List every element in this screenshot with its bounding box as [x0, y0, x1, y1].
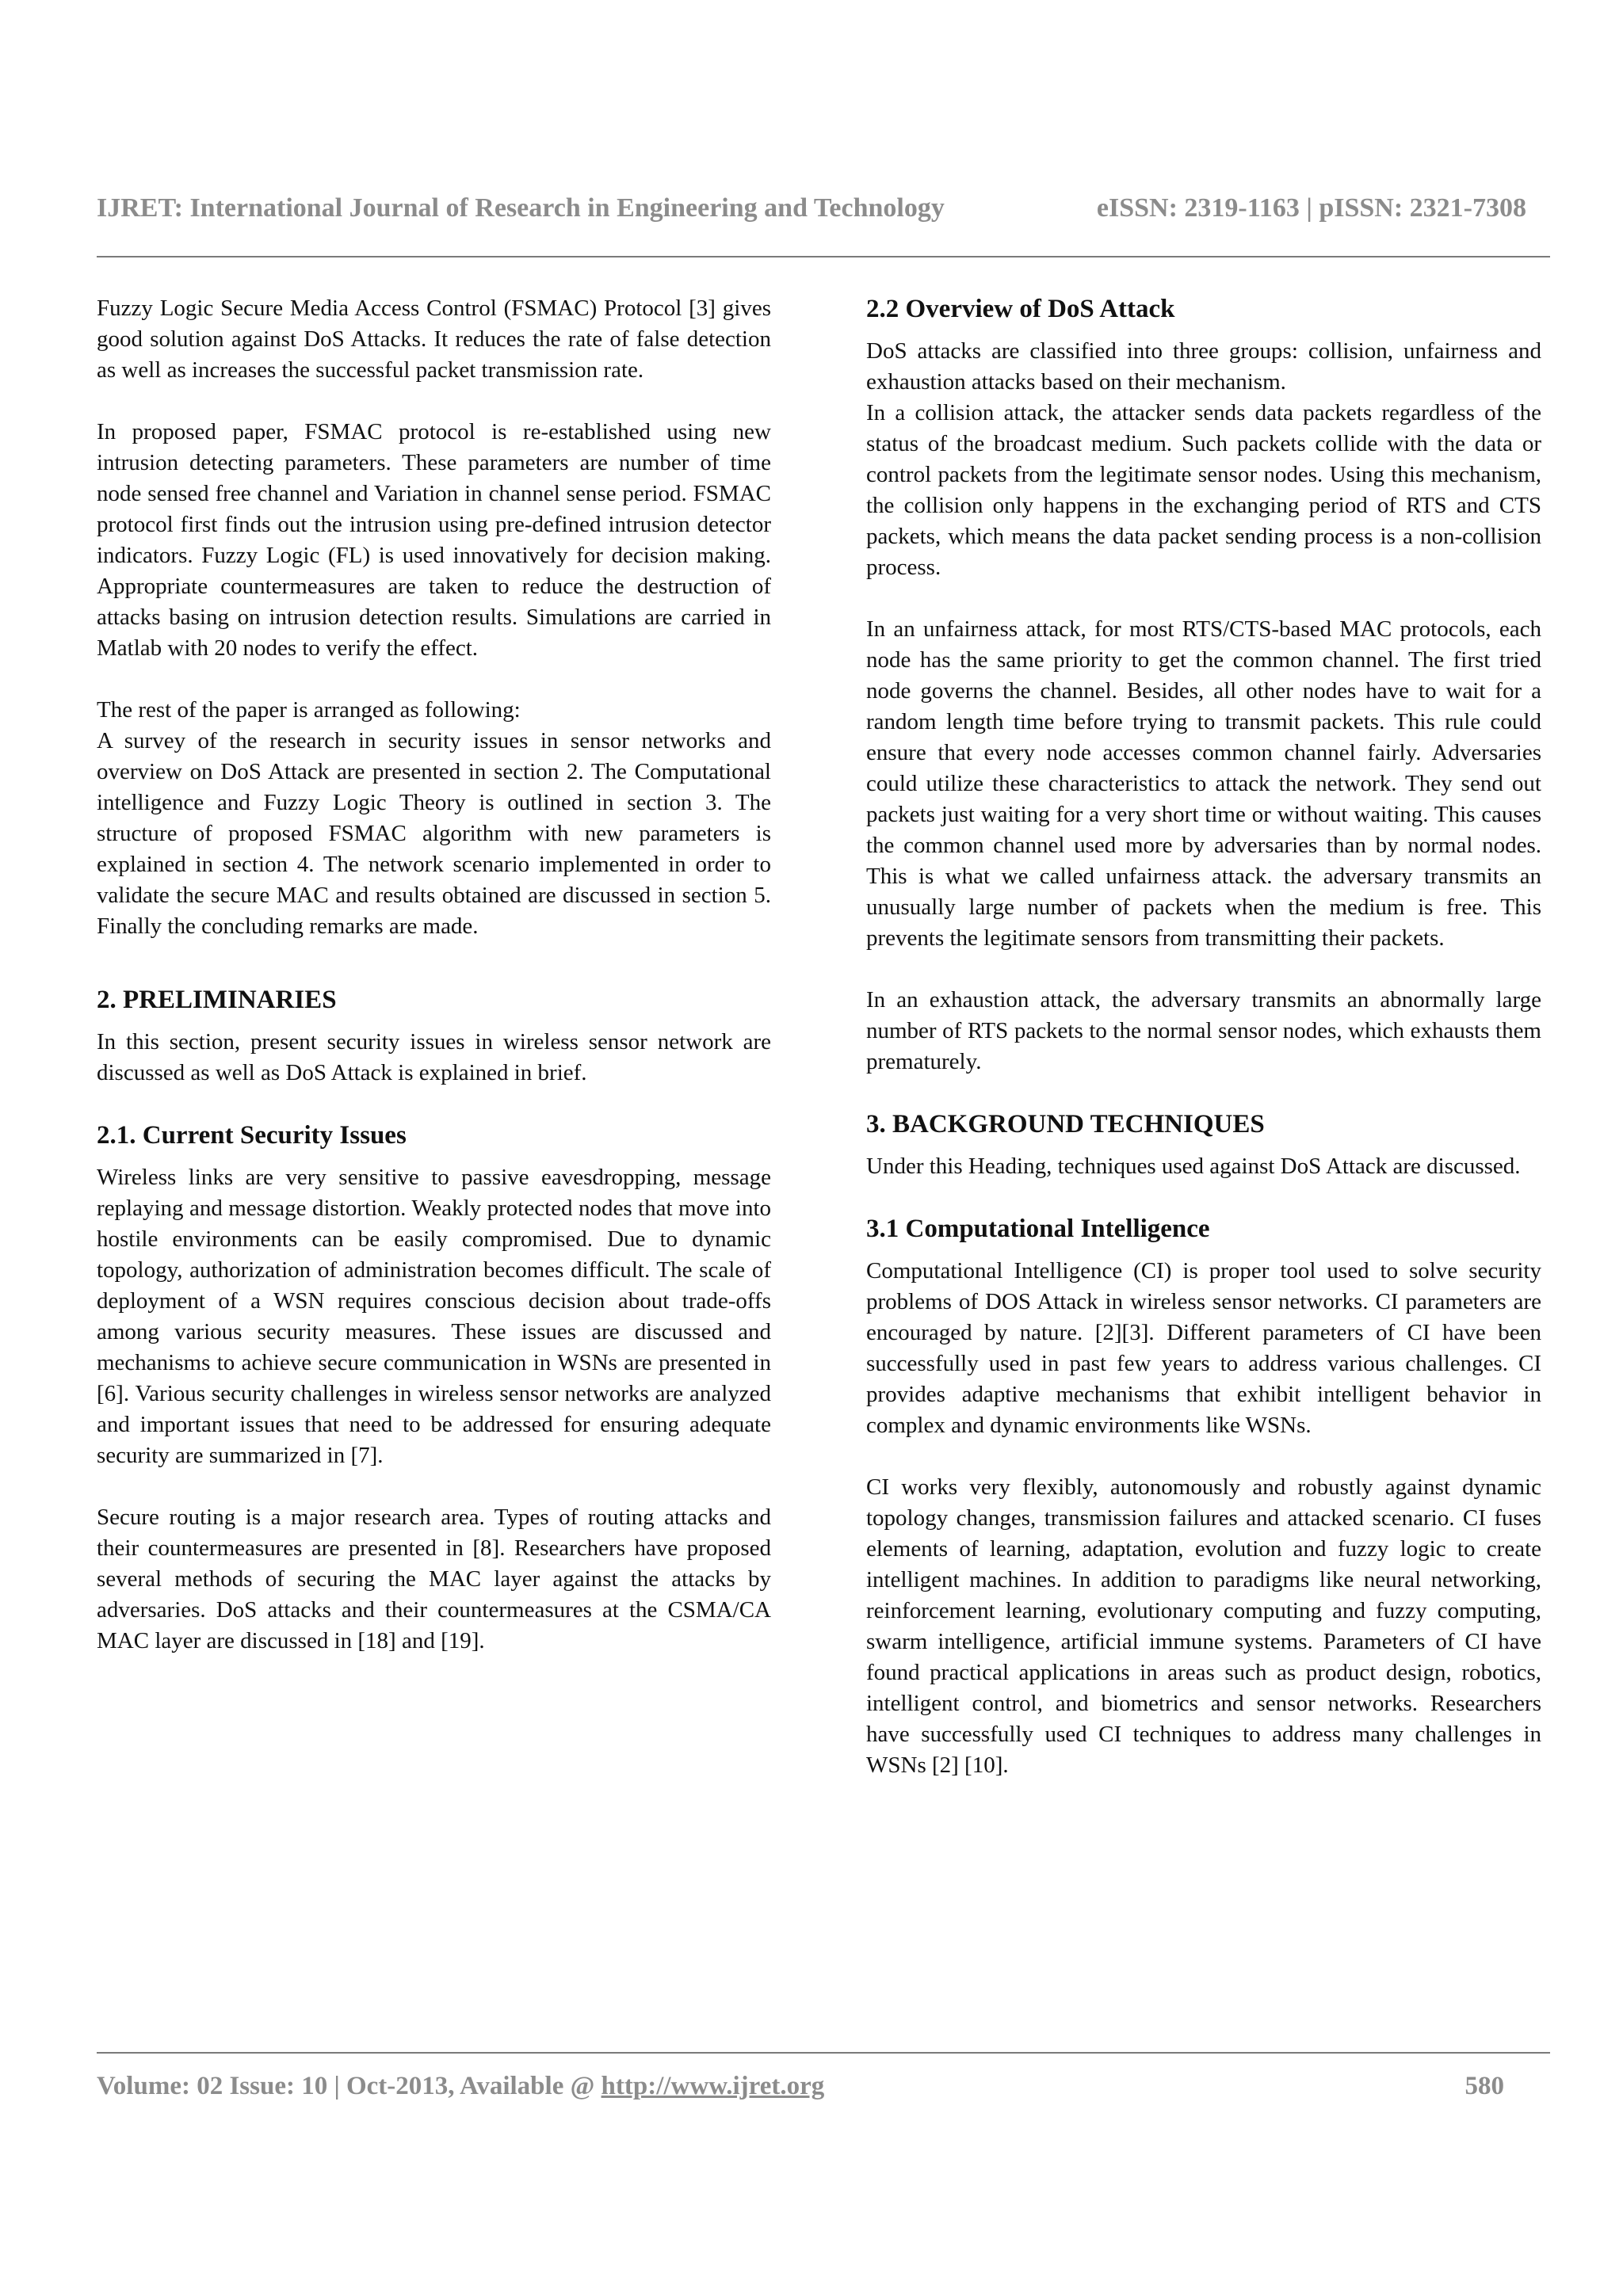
running-footer — [97, 2072, 1504, 2101]
paragraph: Computational Intelligence (CI) is proper tool used to solve security problems of DOS Attack in wireless sensor networks. CI parameters are encouraged by nature. [2][3]. Different parameters of CI have been successfully used in past few years to address various challenges. CI provides adaptive mechanisms that exhibit intelligent behavior in complex and dynamic environments like WSNs. — [866, 1258, 1541, 1438]
paragraph: CI works very flexibly, autonomously and robustly against dynamic topology changes, transmission failures and attacked scenario. CI fuses elements of learning, adaptation, evolution and fuzzy logic to create intelligent machines. In addition to paradigms like neural networking, reinforcement learning, evolutionary computing and fuzzy computing, swarm intelligence, artificial immune systems. Parameters of CI have found practical applications in areas such as product design, robotics, intelligent control, and biometrics and sensor networks. Researchers have successfully used CI techniques to address many challenges in WSNs [2] [10]. — [866, 1474, 1541, 1778]
paragraph: DoS attacks are classified into three groups: collision, unfairness and exhaustion attacks based on their mechanism. — [866, 338, 1541, 395]
subsection-heading-security-issues: 2.1. Current Security Issues — [97, 1121, 407, 1150]
left-column — [97, 293, 771, 1688]
paragraph: Secure routing is a major research area. Types of routing attacks and their countermeasures are presented in [8]. Researchers have proposed several methods of securing the MAC layer against the attacks by adversaries. DoS attacks and their countermeasures at the CSMA/CA MAC layer are discussed in [18] and [19]. — [97, 1505, 771, 1653]
journal-link[interactable]: http://www.ijret.org — [601, 2072, 825, 2100]
paragraph: A survey of the research in security issues in sensor networks and overview on DoS Attack are presented in section 2. The Computational intelligence and Fuzzy Logic Theory is outlined in section 3. The structure of proposed FSMAC algorithm with new parameters is explained in section 4. The network scenario implemented in order to validate the secure MAC and results obtained are discussed in section 5. Finally the concluding remarks are made. — [97, 728, 771, 939]
page-number: 580 — [1465, 2072, 1504, 2100]
volume-text: Volume: 02 Issue: 10 | Oct-2013, Available @ — [97, 2072, 601, 2100]
paragraph: In this section, present security issues in wireless sensor network are discussed as well as DoS Attack is explained in brief. — [97, 1029, 771, 1085]
paragraph: Fuzzy Logic Secure Media Access Control (FSMAC) Protocol [3] gives good solution against DoS Attacks. It reduces the rate of false detection as well as increases the successful packet transmission rate. — [97, 296, 771, 383]
paragraph: In an unfairness attack, for most RTS/CTS-based MAC protocols, each node has the same priority to get the common channel. The first tried node governs the channel. Besides, all other nodes have to wait for a random length time before trying to transmit packets. This rule could ensure that every node accesses common channel fairly. Adversaries could utilize these characteristics to attack the network. They send out packets just waiting for a very short time or without waiting. This causes the common channel used more by adversaries than by normal nodes. This is what we called unfairness attack. the adversary transmits an unusually large number of packets when the medium is free. This prevents the legitimate sensors from transmitting their packets. — [866, 616, 1541, 951]
header-rule — [97, 256, 1550, 257]
journal-title: IJRET: International Journal of Research in Engineering and Technology — [97, 193, 945, 223]
paragraph: In proposed paper, FSMAC protocol is re-established using new intrusion detecting parameters. These parameters are number of time node sensed free channel and Variation in channel sense period. FSMAC protocol first finds out the intrusion using pre-defined intrusion detector indicators. Fuzzy Logic (FL) is used innovatively for decision making. Appropriate countermeasures are taken to reduce the destruction of attacks basing on intrusion detection results. Simulations are carried in Matlab with 20 nodes to verify the effect. — [97, 419, 771, 661]
paragraph: In a collision attack, the attacker sends data packets regardless of the status of the broadcast medium. Such packets collide with the data or control packets from the legitimate sensor nodes. Using this mechanism, the collision only happens in the exchanging period of RTS and CTS packets, which means the data packet sending process is a non-collision process. — [866, 400, 1541, 580]
footer-rule — [97, 2052, 1550, 2054]
subsection-heading-computational-intelligence: 3.1 Computational Intelligence — [866, 1215, 1210, 1243]
issn-info: eISSN: 2319-1163 | pISSN: 2321-7308 — [1096, 193, 1526, 223]
subsection-heading-dos-overview: 2.2 Overview of DoS Attack — [866, 295, 1175, 323]
right-column — [866, 293, 1541, 1812]
section-heading-preliminaries: 2. PRELIMINARIES — [97, 986, 337, 1014]
paragraph: The rest of the paper is arranged as following: — [97, 697, 521, 723]
volume-info — [97, 2072, 824, 2101]
running-header — [97, 193, 1526, 223]
paragraph: Wireless links are very sensitive to passive eavesdropping, message replaying and message distortion. Weakly protected nodes that move into hostile environments can be easily compromised. Due to dynamic topology, authorization of administration becomes difficult. The scale of deployment of a WSN requires conscious decision about trade-offs among various security measures. These issues are discussed and mechanisms to achieve secure communication in WSNs are presented in [6]. Various security challenges in wireless sensor networks are analyzed and important issues that need to be addressed for ensuring adequate security are summarized in [7]. — [97, 1165, 771, 1468]
paragraph: Under this Heading, techniques used against DoS Attack are discussed. — [866, 1154, 1521, 1179]
section-heading-background: 3. BACKGROUND TECHNIQUES — [866, 1110, 1265, 1138]
paragraph: In an exhaustion attack, the adversary transmits an abnormally large number of RTS packets to the normal sensor nodes, which exhausts them prematurely. — [866, 987, 1541, 1074]
